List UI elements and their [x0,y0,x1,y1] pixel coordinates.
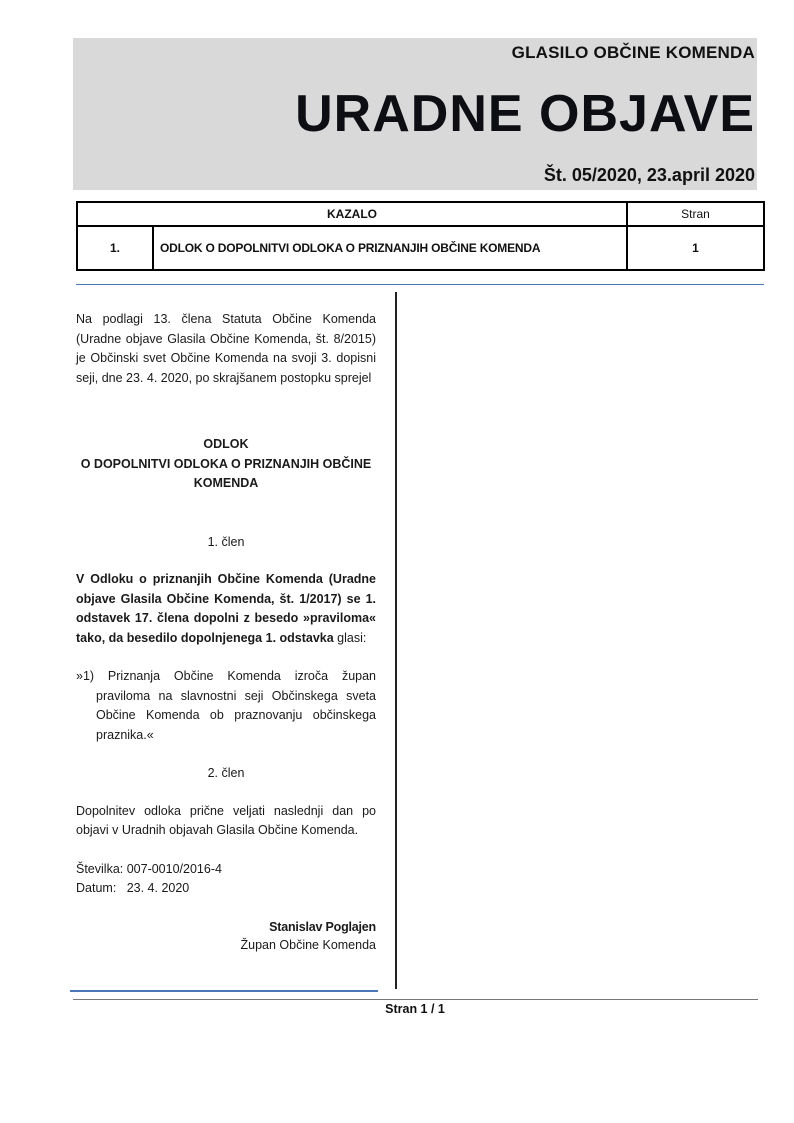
left-column [76,310,376,956]
page-footer: Stran 1 / 1 [385,1002,445,1016]
page-title: URADNE OBJAVE [295,85,755,143]
toc-item-page: 1 [627,226,764,270]
publication-name: GLASILO OBČINE KOMENDA [511,43,755,62]
table-row[interactable] [77,226,764,270]
signatory-name: Stanislav Poglajen [269,919,376,934]
table-of-contents [76,201,765,271]
intro-paragraph: Na podlagi 13. člena Statuta Občine Komenda (Uradne objave Glasila Občine Komenda, št. 8/2015) je Občinski svet Občine Komenda na svoji 3. dopisni seji, dne 23. 4. 2020, po skrajšanem postopku sprejel [76,312,376,385]
article-1-heading: 1. člen [207,534,245,549]
masthead [73,38,757,190]
toc-heading: KAZALO [77,202,627,226]
divider-bottom-left [70,990,378,992]
divider-top [76,284,764,285]
article-1-text [76,570,376,648]
article-1-quote: »1) Priznanja Občine Komenda izroča župan praviloma na slavnostni seji Občinskega sveta Občine Komenda ob praznovanju občinskega praznika.« [76,669,376,742]
decree-title-line-2: O DOPOLNITVI ODLOKA O PRIZNANJIH OBČINE [80,456,372,471]
toc-page-heading: Stran [627,202,764,226]
issue-number-date: Št. 05/2020, 23.april 2020 [543,165,755,185]
document-date: Datum: 23. 4. 2020 [76,881,190,895]
toc-header-row [77,202,764,226]
column-divider [395,292,397,989]
document-number: Številka: 007-0010/2016-4 [76,861,222,876]
toc-item-title[interactable]: ODLOK O DOPOLNITVI ODLOKA O PRIZNANJIH OBČINE KOMENDA [153,226,627,270]
signatory-role: Župan Občine Komenda [240,938,376,952]
divider-bottom [73,999,758,1000]
decree-title-line-3: KOMENDA [193,476,259,490]
article-1-text-end: glasi: [333,630,367,645]
toc-item-number: 1. [77,226,153,270]
article-2-text: Dopolnitev odloka prične veljati naslednji dan po objavi v Uradnih objavah Glasila Občine Komenda. [76,803,376,837]
article-2-heading: 2. člen [207,766,245,780]
article-1-text-bold: V Odloku o priznanjih Občine Komenda (Uradne objave Glasila Občine Komenda, št. 1/2017) se 1. odstavek 17. člena dopolni z besedo »praviloma« tako, da besedilo dopolnjenega 1. odstavka [76,572,376,645]
decree-title [76,435,376,494]
decree-title-line-1: ODLOK [203,437,249,451]
